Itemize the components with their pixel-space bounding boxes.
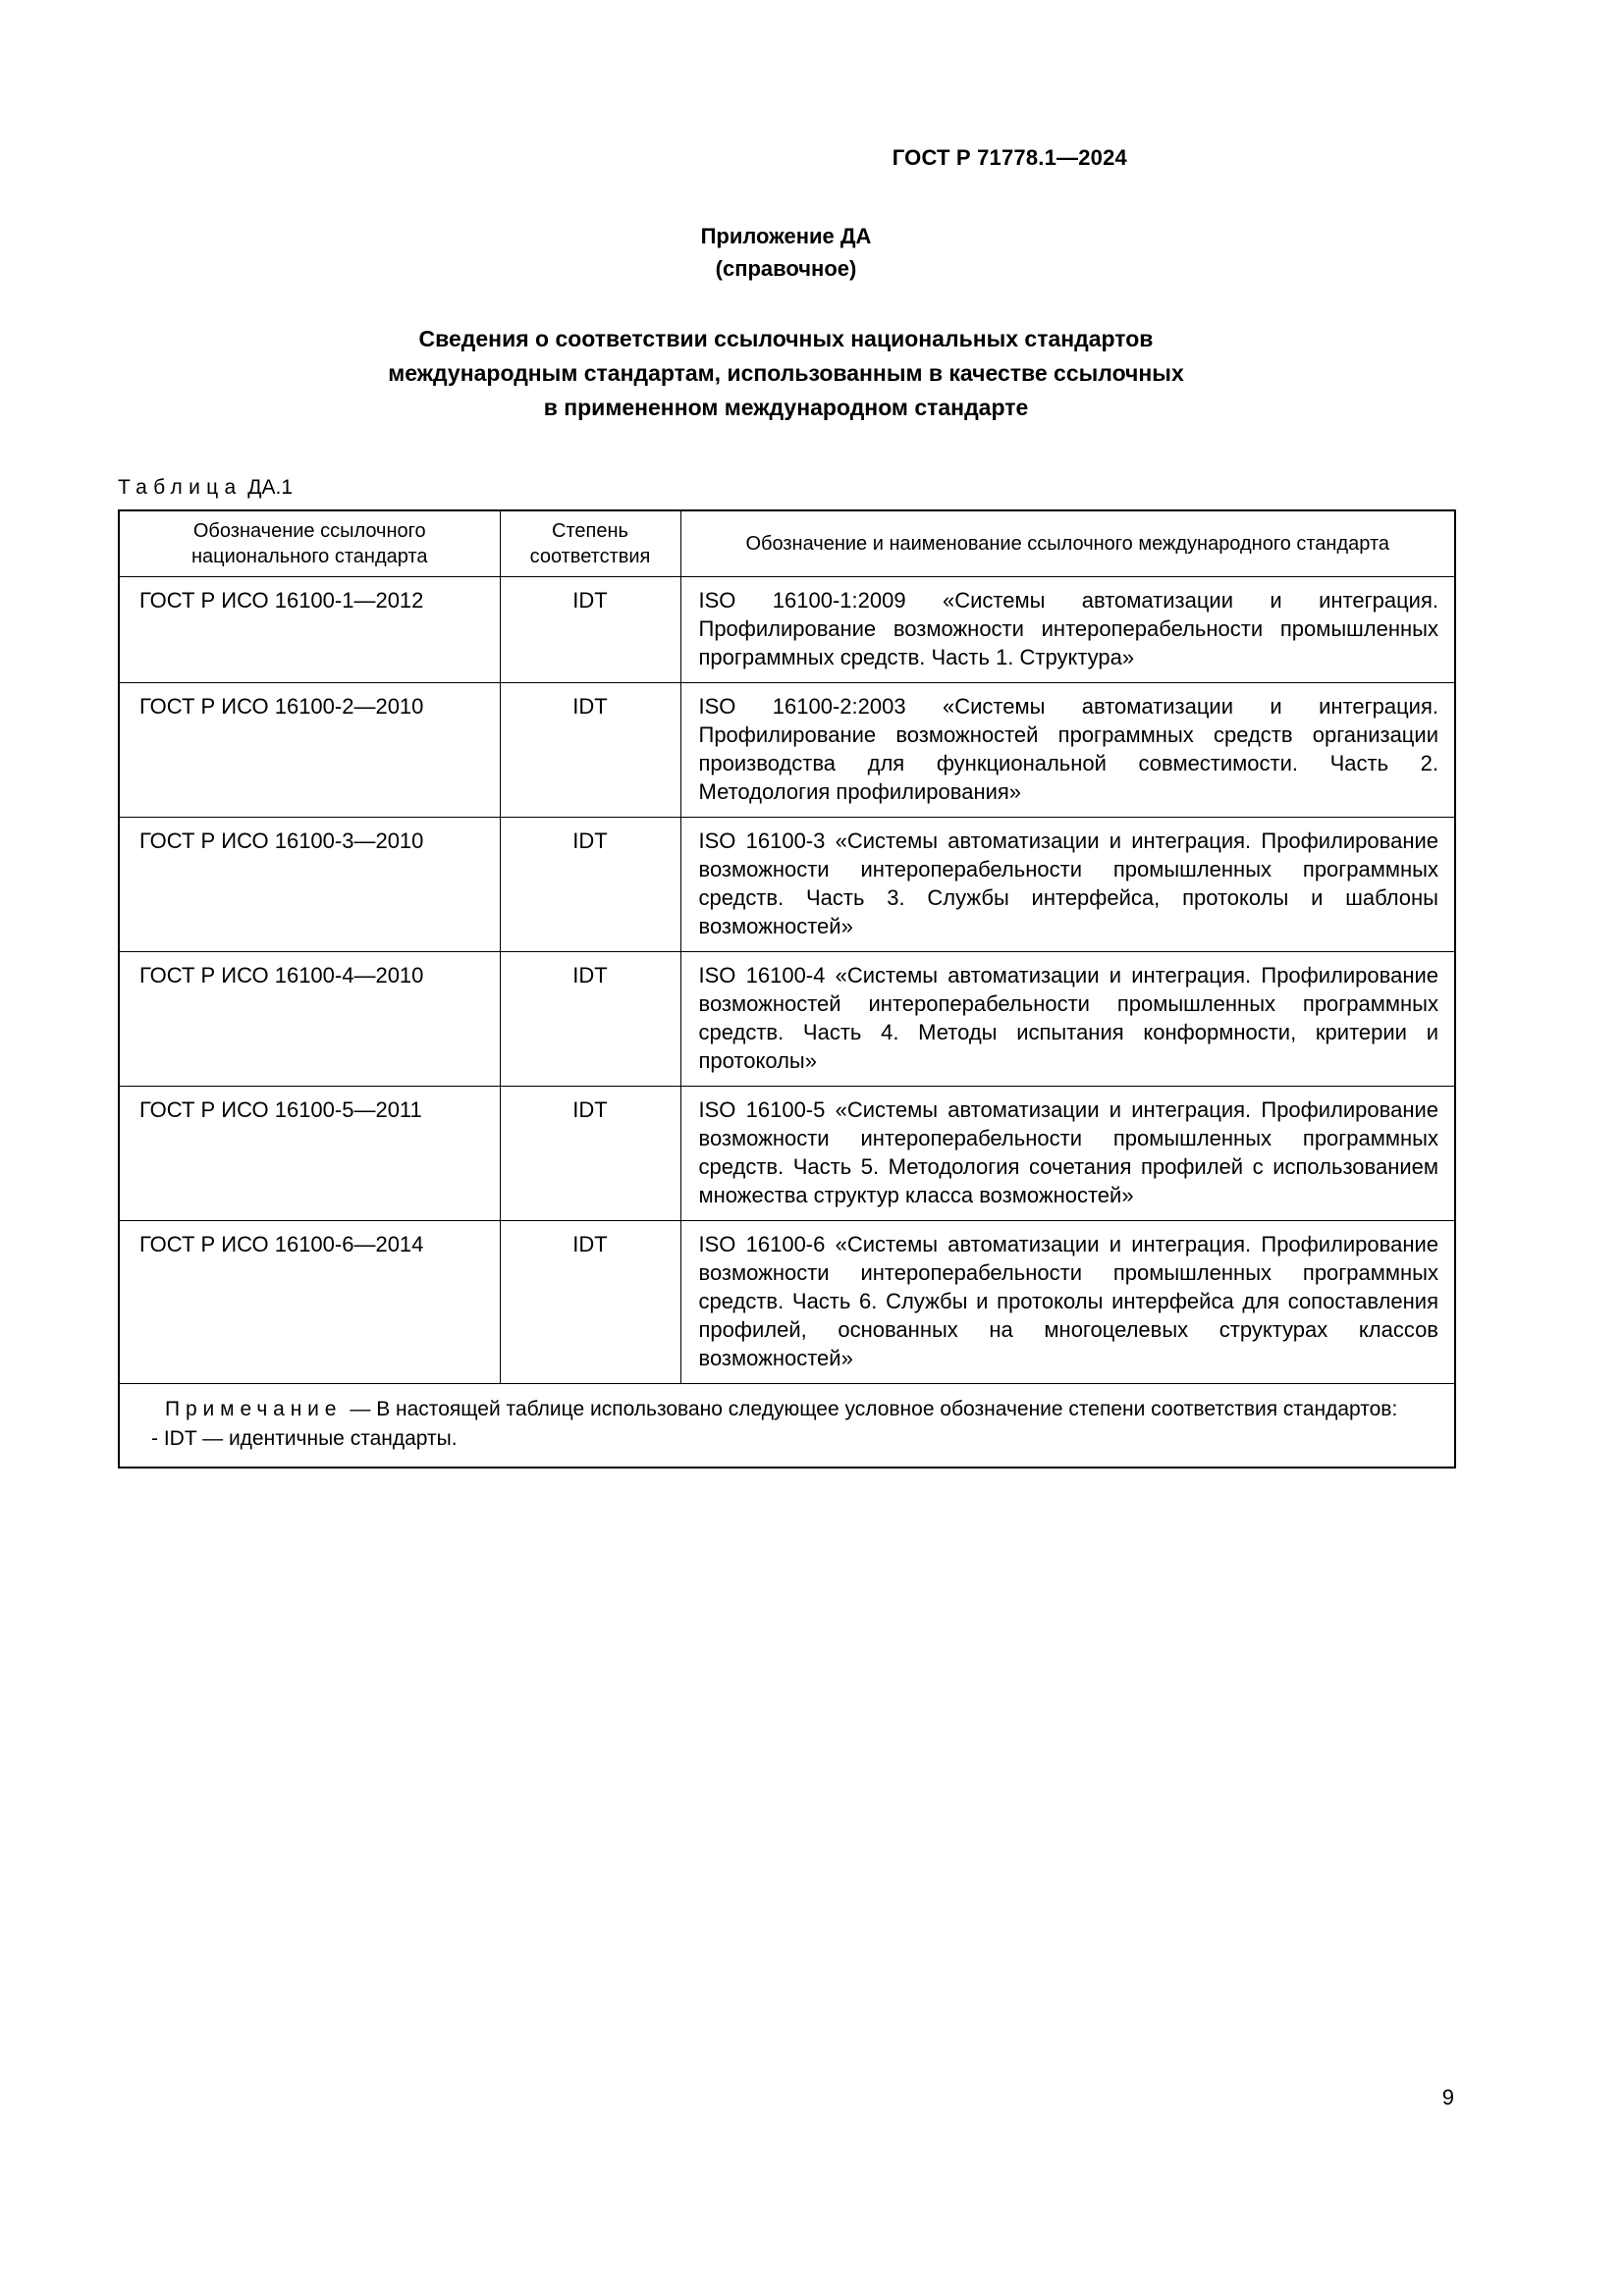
- conformity-degree-cell: IDT: [500, 683, 680, 818]
- table-header-row: [119, 510, 1455, 577]
- conformity-degree-cell: IDT: [500, 577, 680, 683]
- conformity-degree-cell: IDT: [500, 818, 680, 952]
- table-row: [119, 1087, 1455, 1221]
- international-standard-cell: ISO 16100-5 «Системы автоматизации и интеграция. Профилирование возможности интероперабельности промышленных программных средств. Часть 5. Методология сочетания профилей с использованием множества структур класса возможностей»: [680, 1087, 1455, 1221]
- table-row: [119, 952, 1455, 1087]
- page-number: 9: [1441, 2085, 1454, 2109]
- note-item: - IDT — идентичные стандарты.: [151, 1427, 458, 1450]
- conformity-degree-cell: IDT: [500, 1221, 680, 1384]
- page-content: [118, 0, 1454, 1468]
- international-standard-cell: ISO 16100-2:2003 «Системы автоматизации и интеграция. Профилирование возможностей программных средств организации производства для функциональной совместимости. Часть 2. Методология профилирования»: [680, 683, 1455, 818]
- table-label-number: ДА.1: [247, 476, 294, 499]
- table-label: [118, 476, 1454, 500]
- title-line-2: международным стандартам, использованным в качестве ссылочных: [388, 360, 1184, 386]
- col-header-national-standard: Обозначение ссылочного национального стандарта: [119, 510, 500, 577]
- correspondence-table: [118, 509, 1456, 1468]
- national-standard-cell: ГОСТ Р ИСО 16100-2—2010: [119, 683, 500, 818]
- international-standard-cell: ISO 16100-6 «Системы автоматизации и интеграция. Профилирование возможности интероперабельности промышленных программных средств. Часть 6. Службы и протоколы интерфейса для сопоставления профилей, основанных на многоцелевых структурах классов возможностей»: [680, 1221, 1455, 1384]
- conformity-degree-cell: IDT: [500, 1087, 680, 1221]
- national-standard-cell: ГОСТ Р ИСО 16100-3—2010: [119, 818, 500, 952]
- table-row: [119, 683, 1455, 818]
- table-label-word: Таблица: [118, 476, 243, 499]
- table-note-cell: [119, 1384, 1455, 1468]
- note-label: Примечание: [165, 1398, 343, 1420]
- appendix-subtitle: (справочное): [715, 256, 857, 281]
- appendix-title: Приложение ДА: [700, 224, 872, 248]
- col-header-conformity-degree: Степень соответствия: [500, 510, 680, 577]
- national-standard-cell: ГОСТ Р ИСО 16100-1—2012: [119, 577, 500, 683]
- running-header: ГОСТ Р 71778.1—2024: [892, 145, 1127, 170]
- national-standard-cell: ГОСТ Р ИСО 16100-5—2011: [119, 1087, 500, 1221]
- national-standard-cell: ГОСТ Р ИСО 16100-6—2014: [119, 1221, 500, 1384]
- note-paragraph: [135, 1396, 1438, 1423]
- document-title: [118, 322, 1454, 425]
- national-standard-cell: ГОСТ Р ИСО 16100-4—2010: [119, 952, 500, 1087]
- table-row: [119, 1221, 1455, 1384]
- international-standard-cell: ISO 16100-1:2009 «Системы автоматизации и интеграция. Профилирование возможности интероперабельности промышленных программных средств. Часть 1. Структура»: [680, 577, 1455, 683]
- table-row: [119, 577, 1455, 683]
- international-standard-cell: ISO 16100-3 «Системы автоматизации и интеграция. Профилирование возможности интероперабельности промышленных программных средств. Часть 3. Службы интерфейса, протоколы и шаблоны возможностей»: [680, 818, 1455, 952]
- note-text: — В настоящей таблице использовано следующее условное обозначение степени соответствия стандартов:: [350, 1398, 1398, 1420]
- table-note-row: [119, 1384, 1455, 1468]
- col-header-international-standard: Обозначение и наименование ссылочного международного стандарта: [680, 510, 1455, 577]
- appendix-heading: [118, 220, 1454, 285]
- table-row: [119, 818, 1455, 952]
- international-standard-cell: ISO 16100-4 «Системы автоматизации и интеграция. Профилирование возможностей интероперабельности промышленных программных средств. Часть 4. Методы испытания конформности, критерии и протоколы»: [680, 952, 1455, 1087]
- title-line-1: Сведения о соответствии ссылочных национальных стандартов: [418, 326, 1154, 351]
- title-line-3: в примененном международном стандарте: [543, 395, 1029, 420]
- conformity-degree-cell: IDT: [500, 952, 680, 1087]
